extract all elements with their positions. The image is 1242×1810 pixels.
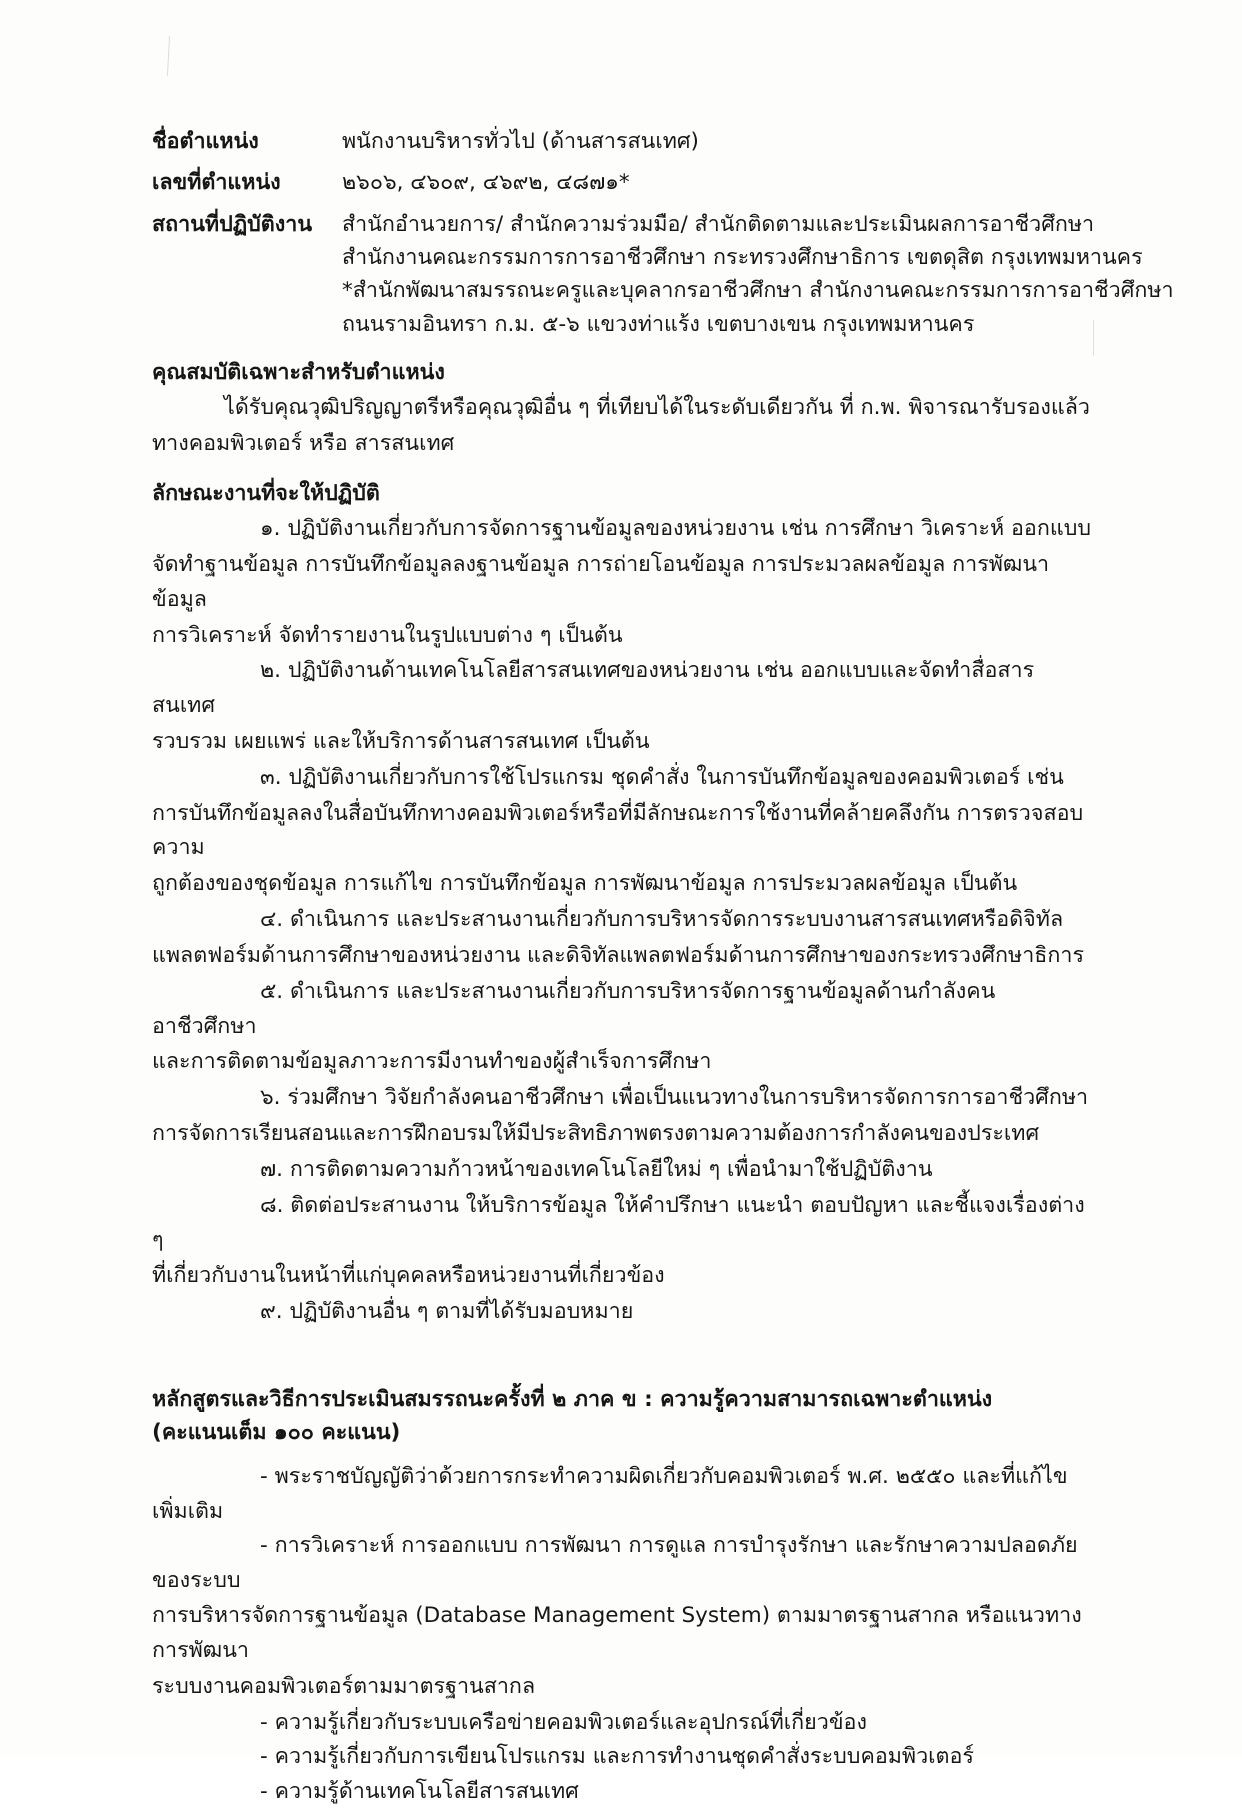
- duty-item: [152, 1189, 1092, 1294]
- bullet-line: - ความรู้ด้านเทคโนโลยีสารสนเทศ: [260, 1779, 579, 1805]
- field-value: [342, 125, 1092, 158]
- bullet-line: - ความรู้เกี่ยวกับการเขียนโปรแกรม และการทำงานชุดคำสั่งระบบคอมพิวเตอร์: [260, 1744, 974, 1770]
- field-value-line: ๒๖๐๖, ๔๖๐๙, ๔๖๙๒, ๔๘๗๑*: [342, 170, 630, 196]
- duty-line: การจัดการเรียนสอนและการฝึกอบรมให้มีประสิทธิภาพตรงตามความต้องการกำลังคนของประเทศ: [152, 1121, 1040, 1147]
- assessment-bullet: [152, 1775, 1092, 1810]
- duty-line: ๑. ปฏิบัติงานเกี่ยวกับการจัดการฐานข้อมูลของหน่วยงาน เช่น การศึกษา วิเคราะห์ ออกแบบ: [260, 516, 1091, 542]
- duty-item: [152, 654, 1092, 759]
- duty-item: [152, 1081, 1092, 1152]
- duty-line: และการติดตามข้อมูลภาวะการมีงานทำของผู้สำเร็จการศึกษา: [152, 1049, 712, 1075]
- duty-line: ที่เกี่ยวกับงานในหน้าที่แก่บุคคลหรือหน่วยงานที่เกี่ยวข้อง: [152, 1263, 665, 1289]
- duty-line: ๗. การติดตามความก้าวหน้าของเทคโนโลยีใหม่ ๆ เพื่อนำมาใช้ปฏิบัติงาน: [260, 1156, 933, 1182]
- assessment-bullet: [152, 1740, 1092, 1775]
- assessment-bullet: [152, 1529, 1092, 1704]
- field-row-position-name: [152, 125, 1092, 158]
- scan-artifact-left: [167, 36, 176, 76]
- section-spacer: [152, 1331, 1092, 1365]
- duty-line: ๘. ติดต่อประสานงาน ให้บริการข้อมูล ให้คำปรึกษา แนะนำ ตอบปัญหา และชี้แจงเรื่องต่าง ๆ: [152, 1192, 1085, 1253]
- duty-item: [152, 1295, 1092, 1330]
- duty-line: ๖. ร่วมศึกษา วิจัยกำลังคนอาชีวศึกษา เพื่อเป็นแนวทางในการบริหารจัดการการอาชีวศึกษา: [260, 1085, 1089, 1111]
- assessment-bullet: [152, 1460, 1092, 1530]
- bullet-line: การบริหารจัดการฐานข้อมูล (Database Management System) ตามมาตรฐานสากล หรือแนวทางการพัฒนา: [152, 1603, 1082, 1663]
- duty-line: ๒. ปฏิบัติงานด้านเทคโนโลยีสารสนเทศของหน่วยงาน เช่น ออกแบบและจัดทำสื่อสารสนเทศ: [152, 658, 1035, 719]
- bullet-line: - ความรู้เกี่ยวกับระบบเครือข่ายคอมพิวเตอร์และอุปกรณ์ที่เกี่ยวข้อง: [260, 1709, 867, 1735]
- section-heading-assessment: [152, 1383, 1092, 1450]
- assessment-heading-line-1: หลักสูตรและวิธีการประเมินสมรรถนะครั้งที่ ๒ ภาค ข : ความรู้ความสามารถเฉพาะตำแหน่ง: [152, 1387, 993, 1413]
- field-row-position-number: [152, 166, 1092, 199]
- duty-line: ถูกต้องของชุดข้อมูล การแก้ไข การบันทึกข้อมูล การพัฒนาข้อมูล การประมวลผลข้อมูล เป็นต้น: [152, 871, 1018, 897]
- duty-line: ๕. ดำเนินการ และประสานงานเกี่ยวกับการบริหารจัดการฐานข้อมูลด้านกำลังคนอาชีวศึกษา: [152, 978, 996, 1039]
- assessment-bullet: [152, 1706, 1092, 1741]
- duty-line: ๓. ปฏิบัติงานเกี่ยวกับการใช้โปรแกรม ชุดคำสั่ง ในการบันทึกข้อมูลของคอมพิวเตอร์ เช่น: [260, 764, 1064, 790]
- qualification-paragraph: ได้รับคุณวุฒิปริญญาตรีหรือคุณวุฒิอื่น ๆ ที่เทียบได้ในระดับเดียวกัน ที่ ก.พ. พิจารณารับรองแล้ว: [224, 395, 1091, 421]
- bullet-line: ระบบงานคอมพิวเตอร์ตามมาตรฐานสากล: [152, 1673, 536, 1699]
- field-value-line: พนักงานบริหารทั่วไป (ด้านสารสนเทศ): [342, 129, 699, 154]
- duty-item: [152, 761, 1092, 902]
- field-label: เลขที่ตำแหน่ง: [152, 170, 281, 196]
- section-heading-duties: ลักษณะงานที่จะให้ปฏิบัติ: [152, 480, 380, 506]
- document-content: [152, 125, 1174, 1810]
- qualification-paragraph: ทางคอมพิวเตอร์ หรือ สารสนเทศ: [152, 430, 455, 456]
- field-value: [342, 208, 1174, 341]
- field-value-line: *สำนักพัฒนาสมรรถนะครูและบุคลากรอาชีวศึกษา สำนักงานคณะกรรมการการอาชีวศึกษา: [342, 278, 1174, 304]
- duty-item: [152, 975, 1092, 1080]
- field-label: ชื่อตำแหน่ง: [152, 129, 259, 154]
- field-row-work-location: [152, 208, 1174, 341]
- field-value-line: สำนักงานคณะกรรมการการอาชีวศึกษา กระทรวงศึกษาธิการ เขตดุสิต กรุงเทพมหานคร: [342, 244, 1143, 270]
- field-value: [342, 166, 1092, 199]
- duty-item: [152, 512, 1092, 653]
- assessment-heading-line-2: (คะแนนเต็ม ๑๐๐ คะแนน): [152, 1420, 401, 1446]
- duty-line: แพลตฟอร์มด้านการศึกษาของหน่วยงาน และดิจิทัลแพลตฟอร์มด้านการศึกษาของกระทรวงศึกษาธิการ: [152, 942, 1085, 968]
- field-label: สถานที่ปฏิบัติงาน: [152, 211, 313, 237]
- bullet-line: - พระราชบัญญัติว่าด้วยการกระทำความผิดเกี่ยวกับคอมพิวเตอร์ พ.ศ. ๒๕๕๐ และที่แก้ไขเพิ่มเติม: [152, 1463, 1068, 1524]
- field-value-line: สำนักอำนวยการ/ สำนักความร่วมมือ/ สำนักติดตามและประเมินผลการอาชีวศึกษา: [342, 211, 1095, 237]
- duty-line: ๔. ดำเนินการ และประสานงานเกี่ยวกับการบริหารจัดการระบบงานสารสนเทศหรือดิจิทัล: [260, 907, 1064, 933]
- section-heading-qualifications: คุณสมบัติเฉพาะสำหรับตำแหน่ง: [152, 359, 445, 385]
- duty-item: [152, 903, 1092, 974]
- duty-line: ๙. ปฏิบัติงานอื่น ๆ ตามที่ได้รับมอบหมาย: [260, 1299, 634, 1325]
- duty-item: [152, 1153, 1092, 1188]
- duty-line: การบันทึกข้อมูลลงในสื่อบันทึกทางคอมพิวเตอร์หรือที่มีลักษณะการใช้งานที่คล้ายคลึงกัน การตรวจสอบความ: [152, 800, 1084, 861]
- heading-spacer: [152, 1450, 1092, 1460]
- duty-line: จัดทำฐานข้อมูล การบันทึกข้อมูลลงฐานข้อมูล การถ่ายโอนข้อมูล การประมวลผลข้อมูล การพัฒนาข้อมูล: [152, 551, 1050, 612]
- duty-line: การวิเคราะห์ จัดทำรายงานในรูปแบบต่าง ๆ เป็นต้น: [152, 622, 623, 648]
- duty-line: รวบรวม เผยแพร่ และให้บริการด้านสารสนเทศ เป็นต้น: [152, 729, 650, 754]
- field-value-line: ถนนรามอินทรา ก.ม. ๕-๖ แขวงท่าแร้ง เขตบางเขน กรุงเทพมหานคร: [342, 311, 975, 337]
- bullet-line: - การวิเคราะห์ การออกแบบ การพัฒนา การดูแล การบำรุงรักษา และรักษาความปลอดภัยของระบบ: [152, 1533, 1078, 1594]
